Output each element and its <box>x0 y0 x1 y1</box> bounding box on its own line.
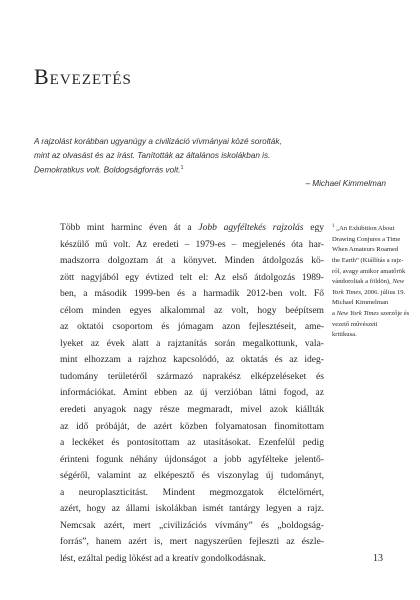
page-number: 13 <box>373 553 383 564</box>
body-line: információkat. Amint ebben az új verzióban látni fogod, az <box>60 387 324 399</box>
italic-title: York Times <box>332 288 361 296</box>
body-line: eredeti anyagok nagy része megmaradt, mivel azok kiállták <box>60 404 324 416</box>
epigraph-text: Demokratikus volt. Boldogságforrás volt. <box>34 165 181 175</box>
footnote-line: York Times, 2006. július 19. <box>332 288 406 296</box>
footnote-line: the Earth” (Kiállítás a rajz- <box>332 256 404 264</box>
body-line: Több mint harminc éven át a Jobb agyféltekés rajzolás egy <box>60 222 324 233</box>
italic-title: New <box>392 278 405 286</box>
epigraph-line: mint az olvasást és az írást. Tanították az általános iskolákban is. <box>34 150 271 160</box>
body-line: lést, ezáltal pedig lökést ad a kreatív gondolkodásnak. <box>60 552 266 564</box>
body-line: zött nagyjából egy évtized telt el: Az első átdolgozás 1989- <box>60 271 324 283</box>
body-line: ségéről, valamint az elképesztő és viszonylag új tudományt, <box>60 470 324 482</box>
footnote-line: vándoroltak a földön), New <box>332 278 405 286</box>
body-line: az oktatói csoportom és jómagam azon fejlesztéseit, ame- <box>60 321 324 333</box>
body-line: érinteni fogunk néhány újdonságot a jobb agyfélteke jelentő- <box>60 453 324 465</box>
body-text <box>60 220 324 567</box>
chapter-title: Bevezetés <box>34 64 132 89</box>
body-line: tudomány területéről származó naprakész elképzeléseket és <box>60 370 324 382</box>
epigraph <box>34 135 386 191</box>
body-line: a leckéket és pontosítottam az utasításokat. Ezenfelül pedig <box>60 437 324 449</box>
footnote-reference[interactable]: 1 <box>180 165 184 171</box>
body-line: mint elhozzam a rajzhoz kapcsolódó, az oktatás és az ideg- <box>60 354 324 366</box>
footnote-line: When Amateurs Roamed <box>332 246 399 254</box>
epigraph-line <box>34 162 386 177</box>
footnote-line: vezető művészeti <box>332 320 378 328</box>
italic-title: Jobb agyféltekés rajzolás <box>198 222 304 233</box>
body-line: a neuroplaszticitást. Mindent megmozgatok élctelörnért, <box>60 486 324 498</box>
footnote-line: $^1$ „An Exhibition About <box>332 224 395 233</box>
footnote-line: kritikusa. <box>332 331 357 339</box>
body-line: Nemcsak azért, mert „civilizációs vívmány” és „boldogság- <box>60 519 324 531</box>
epigraph-attribution: – Michael Kimmelman <box>305 179 386 189</box>
body-line: forrás”, hanem azért is, mert nagyszerűen fejleszti az észle- <box>60 536 324 548</box>
body-line: lyeket az évek alatt a rajztanítás során megalkottunk, vala- <box>60 337 324 349</box>
footnote-line: Michael Kimmelman <box>332 299 389 307</box>
footnote <box>332 222 410 341</box>
body-line: az idő próbáját, de azért közben folyamatosan finomítottam <box>60 420 324 432</box>
body-line: madszorra dolgoztam át a könyvet. Minden átdolgozás kö- <box>60 255 324 267</box>
footnote-line: Drawing Conjures a Time <box>332 235 401 243</box>
body-line: készülő mű volt. Az eredeti – 1979-es – megjelenés óta har- <box>60 238 324 250</box>
footnote-line: ról, avagy amikor amatőrök <box>332 267 406 275</box>
body-line: ben, a második 1999-ben és a harmadik 2012-ben volt. Fő <box>60 288 324 300</box>
italic-title: New York Times <box>336 309 379 317</box>
body-line: azért, hogy az állami iskolákban ismét tantárgy legyen a rajz. <box>60 503 324 515</box>
epigraph-line: A rajzolást korábban ugyanúgy a civilizáció vívmányai közé sorolták, <box>34 137 282 146</box>
body-line: célom minden egyes alkalommal az volt, hogy beépítsem <box>60 304 324 316</box>
footnote-number: 1 <box>332 224 335 229</box>
footnote-line: a New York Times szerzője és <box>332 309 410 317</box>
